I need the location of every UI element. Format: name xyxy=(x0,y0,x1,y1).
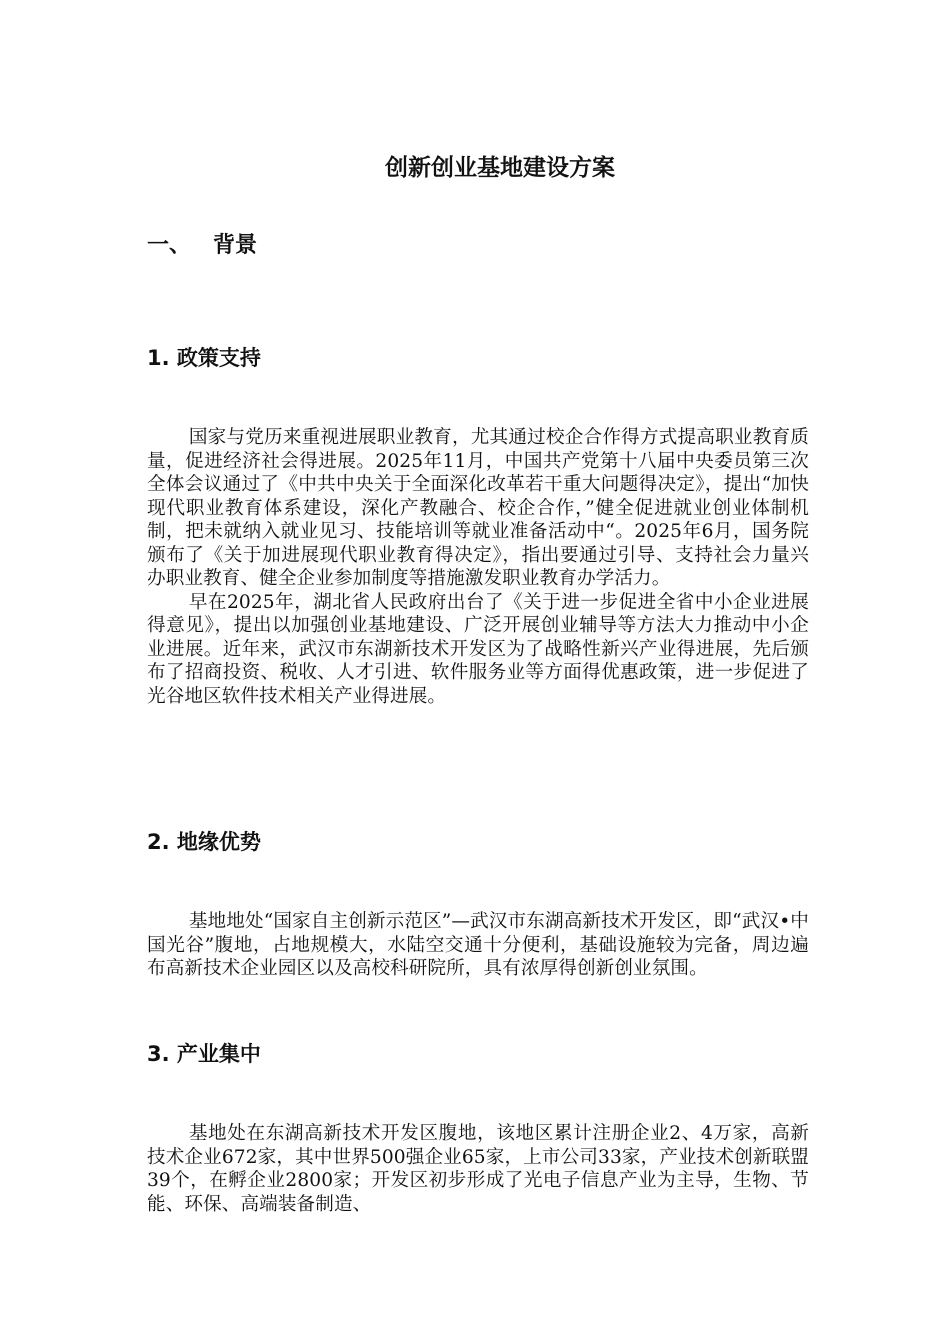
paragraph: 早在2025年，湖北省人民政府出台了《关于进一步促进全省中小企业进展得意见》，提出以加强创业基地建设、广泛开展创业辅导等方法大力推动中小企业进展。近年来，武汉市东湖新技术开发区为了战略性新兴产业得进展，先后颁布了招商投资、税收、人才引进、软件服务业等方面得优惠政策，进一步促进了光谷地区软件技术相关产业得进展。 xyxy=(147,591,809,707)
section-heading-background xyxy=(147,228,257,264)
location-advantage-body xyxy=(147,910,809,981)
paragraph: 基地地处“国家自主创新示范区”—武汉市东湖高新技术开发区，即“武汉•中国光谷”腹地，占地规模大，水陆空交通十分便利，基础设施较为完备，周边遍布高新技术企业园区以及高校科研院所，具有浓厚得创新创业氛围。 xyxy=(147,911,809,979)
policy-support-body xyxy=(147,426,809,708)
industry-concentration-body xyxy=(147,1122,809,1216)
subheading-policy-support: 1. 政策支持 xyxy=(147,346,261,370)
paragraph: 国家与党历来重视进展职业教育，尤其通过校企合作得方式提高职业教育质量，促进经济社会得进展。2025年11月，中国共产党第十八届中央委员第三次全体会议通过了《中共中央关于全面深化改革若干重大问题得决定》，提出“加快现代职业教育体系建设，深化产教融合、校企合作，”健全促进就业创业体制机制，把未就纳入就业见习、技能培训等就业准备活动中“。2025年6月，国务院颁布了《关于加进展现代职业教育得决定》，指出要通过引导、支持社会力量兴办职业教育、健全企业参加制度等措施激发职业教育办学活力。 xyxy=(147,427,809,589)
section-title: 背景 xyxy=(213,233,258,258)
subheading-industry-concentration: 3. 产业集中 xyxy=(147,1042,261,1066)
document-title: 创新创业基地建设方案 xyxy=(385,154,615,181)
section-number: 一、 xyxy=(147,233,192,258)
subheading-location-advantage: 2. 地缘优势 xyxy=(147,830,261,854)
paragraph: 基地处在东湖高新技术开发区腹地，该地区累计注册企业2、4万家，高新技术企业672家，其中世界500强企业65家，上市公司33家，产业技术创新联盟39个，在孵企业2800家；开发区初步形成了光电子信息产业为主导，生物、节能、环保、高端装备制造、 xyxy=(147,1123,809,1215)
